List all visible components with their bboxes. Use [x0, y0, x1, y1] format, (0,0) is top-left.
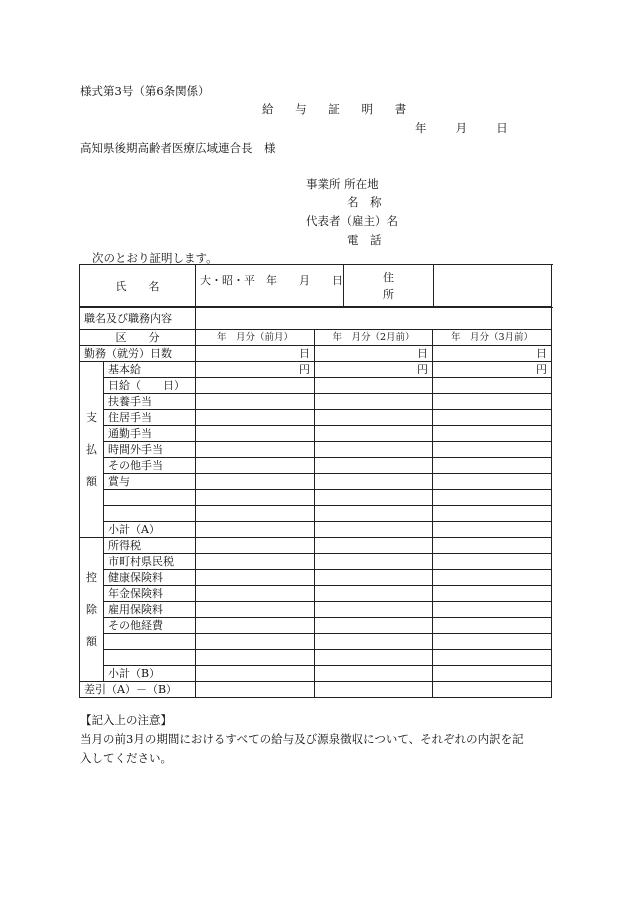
- payment-row: [80, 426, 552, 442]
- deduction-item-label: [104, 634, 196, 650]
- deduction-amount-cell[interactable]: [196, 538, 315, 554]
- deduction-item-label: 雇用保険料: [104, 602, 196, 618]
- deduction-amount-cell[interactable]: [196, 586, 315, 602]
- birth-era-line: 大・昭・平 年 月 日: [200, 274, 343, 287]
- payment-row: [80, 378, 552, 394]
- deduction-amount-cell[interactable]: [433, 618, 552, 634]
- payment-amount-cell[interactable]: 円: [196, 362, 315, 378]
- payment-amount-cell[interactable]: 円: [315, 362, 433, 378]
- payment-amount-cell[interactable]: [433, 426, 552, 442]
- deduction-row: [80, 554, 552, 570]
- deduction-amount-cell[interactable]: [196, 570, 315, 586]
- payment-group-label: 支 払 額: [80, 362, 104, 538]
- deduction-item-label: 所得税: [104, 538, 196, 554]
- deduction-subtotal-row: [80, 666, 552, 682]
- intro-text: 次のとおり証明します。: [92, 251, 218, 265]
- deduction-row: [80, 570, 552, 586]
- payment-amount-cell[interactable]: [196, 442, 315, 458]
- deduction-amount-cell[interactable]: [433, 554, 552, 570]
- salary-detail-table: [79, 306, 552, 698]
- payment-item-label: 時間外手当: [104, 442, 196, 458]
- payment-amount-cell[interactable]: [433, 506, 552, 522]
- payment-subtotal-label: 小計（A）: [104, 522, 196, 538]
- payment-row: [80, 394, 552, 410]
- deduction-amount-cell[interactable]: [433, 570, 552, 586]
- payment-amount-cell[interactable]: [315, 490, 433, 506]
- payment-amount-cell[interactable]: [315, 394, 433, 410]
- payment-item-label: 住居手当: [104, 410, 196, 426]
- deduction-amount-cell[interactable]: [315, 650, 433, 666]
- deduction-row: [80, 538, 552, 554]
- net-label: 差引（A）－（B）: [80, 682, 196, 698]
- workdays-month-1[interactable]: 日: [196, 346, 315, 362]
- net-amount-cell[interactable]: [315, 682, 433, 698]
- payment-subtotal-cell[interactable]: [196, 522, 315, 538]
- deduction-amount-cell[interactable]: [315, 586, 433, 602]
- deduction-amount-cell[interactable]: [196, 618, 315, 634]
- deduction-subtotal-label: 小計（B）: [104, 666, 196, 682]
- payment-item-label: [104, 506, 196, 522]
- payment-amount-cell[interactable]: [433, 442, 552, 458]
- phone-label: 電 話: [347, 233, 382, 247]
- payment-subtotal-row: [80, 522, 552, 538]
- net-amount-cell[interactable]: [196, 682, 315, 698]
- payment-amount-cell[interactable]: [433, 378, 552, 394]
- deduction-item-label: 市町村県民税: [104, 554, 196, 570]
- workdays-month-3[interactable]: 日: [433, 346, 552, 362]
- deduction-amount-cell[interactable]: [315, 570, 433, 586]
- net-amount-cell[interactable]: [433, 682, 552, 698]
- net-row: [80, 682, 552, 698]
- payment-amount-cell[interactable]: [196, 378, 315, 394]
- month-header-1: 年 月分（前月）: [196, 330, 315, 346]
- payment-amount-cell[interactable]: [433, 410, 552, 426]
- payment-amount-cell[interactable]: [315, 410, 433, 426]
- payment-amount-cell[interactable]: [315, 442, 433, 458]
- address-label: 住 所: [344, 265, 434, 308]
- payment-amount-cell[interactable]: [196, 490, 315, 506]
- payment-amount-cell[interactable]: [315, 378, 433, 394]
- payment-row: [80, 442, 552, 458]
- date-line: 年 月 日: [415, 121, 508, 135]
- deduction-amount-cell[interactable]: [433, 538, 552, 554]
- deduction-amount-cell[interactable]: [196, 650, 315, 666]
- workdays-month-2[interactable]: 日: [315, 346, 433, 362]
- deduction-amount-cell[interactable]: [315, 602, 433, 618]
- payment-amount-cell[interactable]: [315, 474, 433, 490]
- deduction-amount-cell[interactable]: [196, 554, 315, 570]
- job-label: 職名及び職務内容: [80, 307, 196, 330]
- document-title: 給 与 証 明 書: [262, 102, 416, 116]
- payment-amount-cell[interactable]: [433, 490, 552, 506]
- payment-row: [80, 458, 552, 474]
- payment-amount-cell[interactable]: [433, 394, 552, 410]
- workdays-label: 勤務（就労）日数: [80, 346, 196, 362]
- deduction-subtotal-cell[interactable]: [433, 666, 552, 682]
- deduction-subtotal-cell[interactable]: [196, 666, 315, 682]
- deduction-row: [80, 618, 552, 634]
- deduction-amount-cell[interactable]: [433, 634, 552, 650]
- deduction-row: [80, 650, 552, 666]
- deduction-amount-cell[interactable]: [196, 602, 315, 618]
- payment-item-label: 賞与: [104, 474, 196, 490]
- deduction-row: [80, 634, 552, 650]
- payment-item-label: 基本給: [104, 362, 196, 378]
- payment-row: [80, 490, 552, 506]
- payment-amount-cell[interactable]: [433, 458, 552, 474]
- deduction-amount-cell[interactable]: [315, 634, 433, 650]
- deduction-item-label: 年金保険料: [104, 586, 196, 602]
- notes-heading: 【記入上の注意】: [80, 713, 172, 727]
- payment-amount-cell[interactable]: 円: [433, 362, 552, 378]
- deduction-row: [80, 586, 552, 602]
- payment-subtotal-cell[interactable]: [315, 522, 433, 538]
- payment-row: [80, 362, 552, 378]
- payment-amount-cell[interactable]: [196, 474, 315, 490]
- office-address-label: 事業所 所在地: [306, 177, 379, 191]
- payment-row: [80, 410, 552, 426]
- notes-line-2: 入してください。: [80, 751, 172, 765]
- name-field[interactable]: [196, 265, 344, 308]
- deduction-group-label: 控 除 額: [80, 538, 104, 682]
- payment-amount-cell[interactable]: [196, 426, 315, 442]
- payment-amount-cell[interactable]: [196, 458, 315, 474]
- payment-amount-cell[interactable]: [433, 474, 552, 490]
- payment-amount-cell[interactable]: [315, 506, 433, 522]
- payment-amount-cell[interactable]: [196, 410, 315, 426]
- payment-item-label: 扶養手当: [104, 394, 196, 410]
- deduction-item-label: 健康保険料: [104, 570, 196, 586]
- category-label: 区 分: [80, 330, 196, 346]
- deduction-item-label: その他経費: [104, 618, 196, 634]
- payment-item-label: 日給（ 日）: [104, 378, 196, 394]
- office-name-label: 名 称: [347, 195, 382, 209]
- deduction-row: [80, 602, 552, 618]
- payment-amount-cell[interactable]: [315, 458, 433, 474]
- payment-amount-cell[interactable]: [315, 426, 433, 442]
- notes-line-1: 当月の前3月の期間におけるすべての給与及び源泉徴収について、それぞれの内訳を記: [80, 732, 524, 746]
- deduction-amount-cell[interactable]: [196, 634, 315, 650]
- payment-item-label: その他手当: [104, 458, 196, 474]
- payment-amount-cell[interactable]: [196, 394, 315, 410]
- payment-subtotal-cell[interactable]: [433, 522, 552, 538]
- job-field[interactable]: [196, 307, 552, 330]
- deduction-amount-cell[interactable]: [315, 554, 433, 570]
- month-header-3: 年 月分（3月前）: [433, 330, 552, 346]
- deduction-amount-cell[interactable]: [315, 618, 433, 634]
- deduction-item-label: [104, 650, 196, 666]
- payment-row: [80, 506, 552, 522]
- deduction-amount-cell[interactable]: [315, 538, 433, 554]
- salary-detail-body: [80, 307, 552, 698]
- addressee: 高知県後期高齢者医療広域連合長 様: [80, 141, 276, 155]
- deduction-subtotal-cell[interactable]: [315, 666, 433, 682]
- payment-row: [80, 474, 552, 490]
- address-field[interactable]: [434, 265, 552, 308]
- payment-amount-cell[interactable]: [196, 506, 315, 522]
- deduction-amount-cell[interactable]: [433, 650, 552, 666]
- salary-certificate-table: [79, 264, 552, 308]
- representative-label: 代表者（雇主）名: [306, 214, 398, 228]
- deduction-amount-cell[interactable]: [433, 602, 552, 618]
- month-header-2: 年 月分（2月前）: [315, 330, 433, 346]
- payment-item-label: 通勤手当: [104, 426, 196, 442]
- payment-item-label: [104, 490, 196, 506]
- form-number: 様式第3号（第6条関係）: [80, 84, 210, 98]
- deduction-amount-cell[interactable]: [433, 586, 552, 602]
- name-label: 氏 名: [80, 265, 196, 308]
